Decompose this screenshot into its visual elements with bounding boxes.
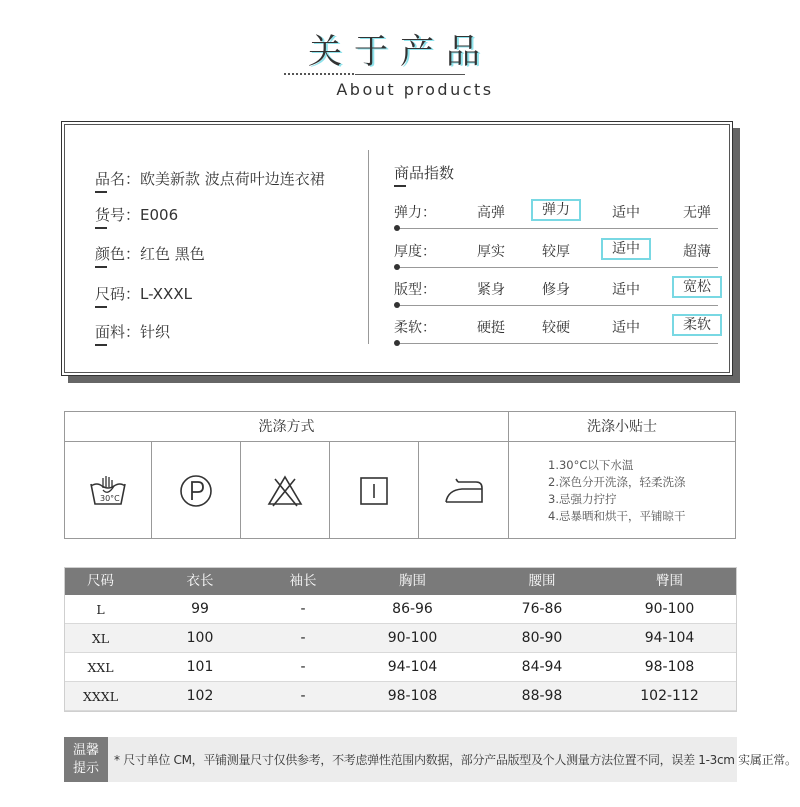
title-divider-dots	[284, 73, 354, 75]
iron-icon	[442, 474, 486, 508]
hand-wash-cell	[65, 442, 152, 539]
index-row-label: 版型：	[394, 282, 436, 298]
index-scale-line	[398, 267, 718, 268]
index-scale-dot	[394, 340, 400, 346]
cell-length: 102	[186, 688, 214, 704]
cell-waist: 76-86	[521, 601, 563, 617]
product-name-label: 品名：	[95, 170, 141, 188]
header-hip: 臀围	[656, 573, 683, 589]
index-scale-dot	[394, 302, 400, 308]
cell-size: L	[96, 602, 105, 617]
notice-badge	[64, 737, 108, 782]
cell-waist: 80-90	[521, 630, 563, 646]
index-option: 适中	[612, 320, 640, 336]
index-row-elasticity	[394, 202, 724, 236]
no-bleach-cell	[241, 442, 330, 539]
index-option: 硬挺	[477, 320, 505, 336]
cell-waist: 84-94	[521, 659, 563, 675]
cell-sleeve: -	[300, 601, 306, 617]
index-option: 较硬	[542, 320, 570, 336]
dry-clean-cell	[152, 442, 241, 539]
cell-size: XXXL	[83, 689, 118, 704]
index-option-selected: 宽松	[672, 276, 722, 298]
size-table-header	[64, 567, 737, 595]
cell-length: 101	[186, 659, 214, 675]
header-sleeve: 袖长	[289, 573, 317, 589]
iron-cell	[419, 442, 508, 539]
cell-sleeve: -	[300, 659, 306, 675]
page-title: 关于产品	[308, 32, 492, 72]
index-option: 超薄	[683, 244, 711, 260]
tumble-dry-icon	[358, 475, 390, 507]
page-subtitle: About products	[336, 80, 494, 99]
hand-wash-icon	[88, 474, 128, 508]
table-row	[64, 624, 737, 653]
index-row-label: 弹力：	[394, 205, 436, 221]
header-bust: 胸围	[399, 573, 426, 589]
product-size-row	[95, 283, 192, 304]
title-divider-line	[355, 74, 465, 75]
wash-tip: 1.30°C以下水温	[548, 458, 634, 472]
index-option: 高弹	[477, 205, 505, 221]
index-option: 厚实	[477, 244, 505, 260]
cell-bust: 98-108	[387, 688, 438, 704]
product-color-label: 颜色：	[95, 245, 141, 263]
product-color-row	[95, 243, 205, 264]
wash-tip: 2.深色分开洗涤，轻柔洗涤	[548, 475, 686, 489]
wash-tips-list	[548, 457, 685, 525]
notice-bar	[64, 737, 797, 782]
product-color-value: 红色 黑色	[140, 245, 205, 263]
index-option: 较厚	[542, 244, 570, 260]
product-fabric-row	[95, 321, 170, 342]
cell-size: XXL	[87, 660, 114, 675]
wash-tip: 3.忌强力拧拧	[548, 492, 617, 506]
product-size-label: 尺码：	[95, 285, 141, 303]
cell-bust: 86-96	[392, 601, 433, 617]
no-bleach-icon	[266, 474, 304, 508]
wash-instructions-table	[64, 411, 736, 539]
header-length: 衣长	[186, 573, 214, 589]
index-option: 紧身	[477, 282, 505, 298]
product-name-value: 欧美新款 波点荷叶边连衣裙	[140, 170, 325, 188]
index-row-label: 柔软：	[394, 320, 436, 336]
wash-tip: 4.忌暴晒和烘干，平铺晾干	[548, 509, 686, 523]
cell-length: 100	[186, 630, 214, 646]
index-option: 修身	[542, 282, 570, 298]
cell-bust: 90-100	[387, 630, 438, 646]
product-fabric-label: 面料：	[95, 323, 141, 341]
index-row-thickness	[394, 241, 724, 275]
table-row	[64, 682, 737, 711]
notice-text: * 尺寸单位 CM，平铺测量尺寸仅供参考，不考虑弹性范围内数据，部分产品版型及个人测量方法位置不同，误差 1-3cm 实属正常。	[114, 753, 797, 767]
notice-badge-line: 温馨	[72, 743, 99, 758]
index-scale-line	[398, 343, 718, 344]
table-row	[64, 595, 737, 624]
product-fabric-value: 针织	[140, 323, 171, 341]
index-row-label: 厚度：	[394, 244, 436, 260]
cell-sleeve: -	[300, 630, 306, 646]
index-option-selected: 柔软	[672, 314, 722, 336]
card-divider	[368, 150, 369, 344]
product-size-value: L-XXXL	[140, 285, 192, 303]
index-scale-line	[398, 228, 718, 229]
index-option: 适中	[612, 205, 640, 221]
cell-length: 99	[191, 601, 209, 617]
index-option: 适中	[612, 282, 640, 298]
product-card	[61, 121, 733, 376]
header-size: 尺码	[87, 573, 114, 589]
notice-badge-line: 提示	[72, 761, 99, 776]
index-scale-dot	[394, 225, 400, 231]
index-title: 商品指数	[394, 164, 455, 182]
wash-tips-title: 洗涤小贴士	[508, 412, 736, 442]
cell-size: XL	[91, 631, 110, 646]
wash-method-title: 洗涤方式	[65, 412, 508, 442]
index-option: 无弹	[683, 205, 711, 221]
cell-hip: 94-104	[644, 630, 695, 646]
index-row-softness	[394, 317, 724, 351]
cell-hip: 98-108	[644, 659, 695, 675]
tumble-dry-cell	[330, 442, 419, 539]
dry-clean-icon	[178, 473, 214, 509]
cell-sleeve: -	[300, 688, 306, 704]
cell-hip: 102-112	[640, 688, 699, 704]
product-sku-row	[95, 204, 178, 225]
index-scale-line	[398, 305, 718, 306]
header-waist: 腰围	[528, 573, 556, 589]
cell-waist: 88-98	[521, 688, 563, 704]
product-sku-value: E006	[140, 206, 179, 224]
cell-bust: 94-104	[387, 659, 438, 675]
product-sku-label: 货号：	[95, 206, 141, 224]
index-option-selected: 弹力	[531, 199, 581, 221]
wash-column-divider	[508, 412, 509, 539]
product-name-row	[95, 168, 325, 189]
wash-temperature-label: 30°C	[100, 493, 120, 503]
index-scale-dot	[394, 264, 400, 270]
cell-hip: 90-100	[644, 601, 695, 617]
size-table	[64, 567, 737, 711]
table-row	[64, 653, 737, 682]
index-row-fit	[394, 279, 724, 313]
index-option-selected: 适中	[601, 238, 651, 260]
